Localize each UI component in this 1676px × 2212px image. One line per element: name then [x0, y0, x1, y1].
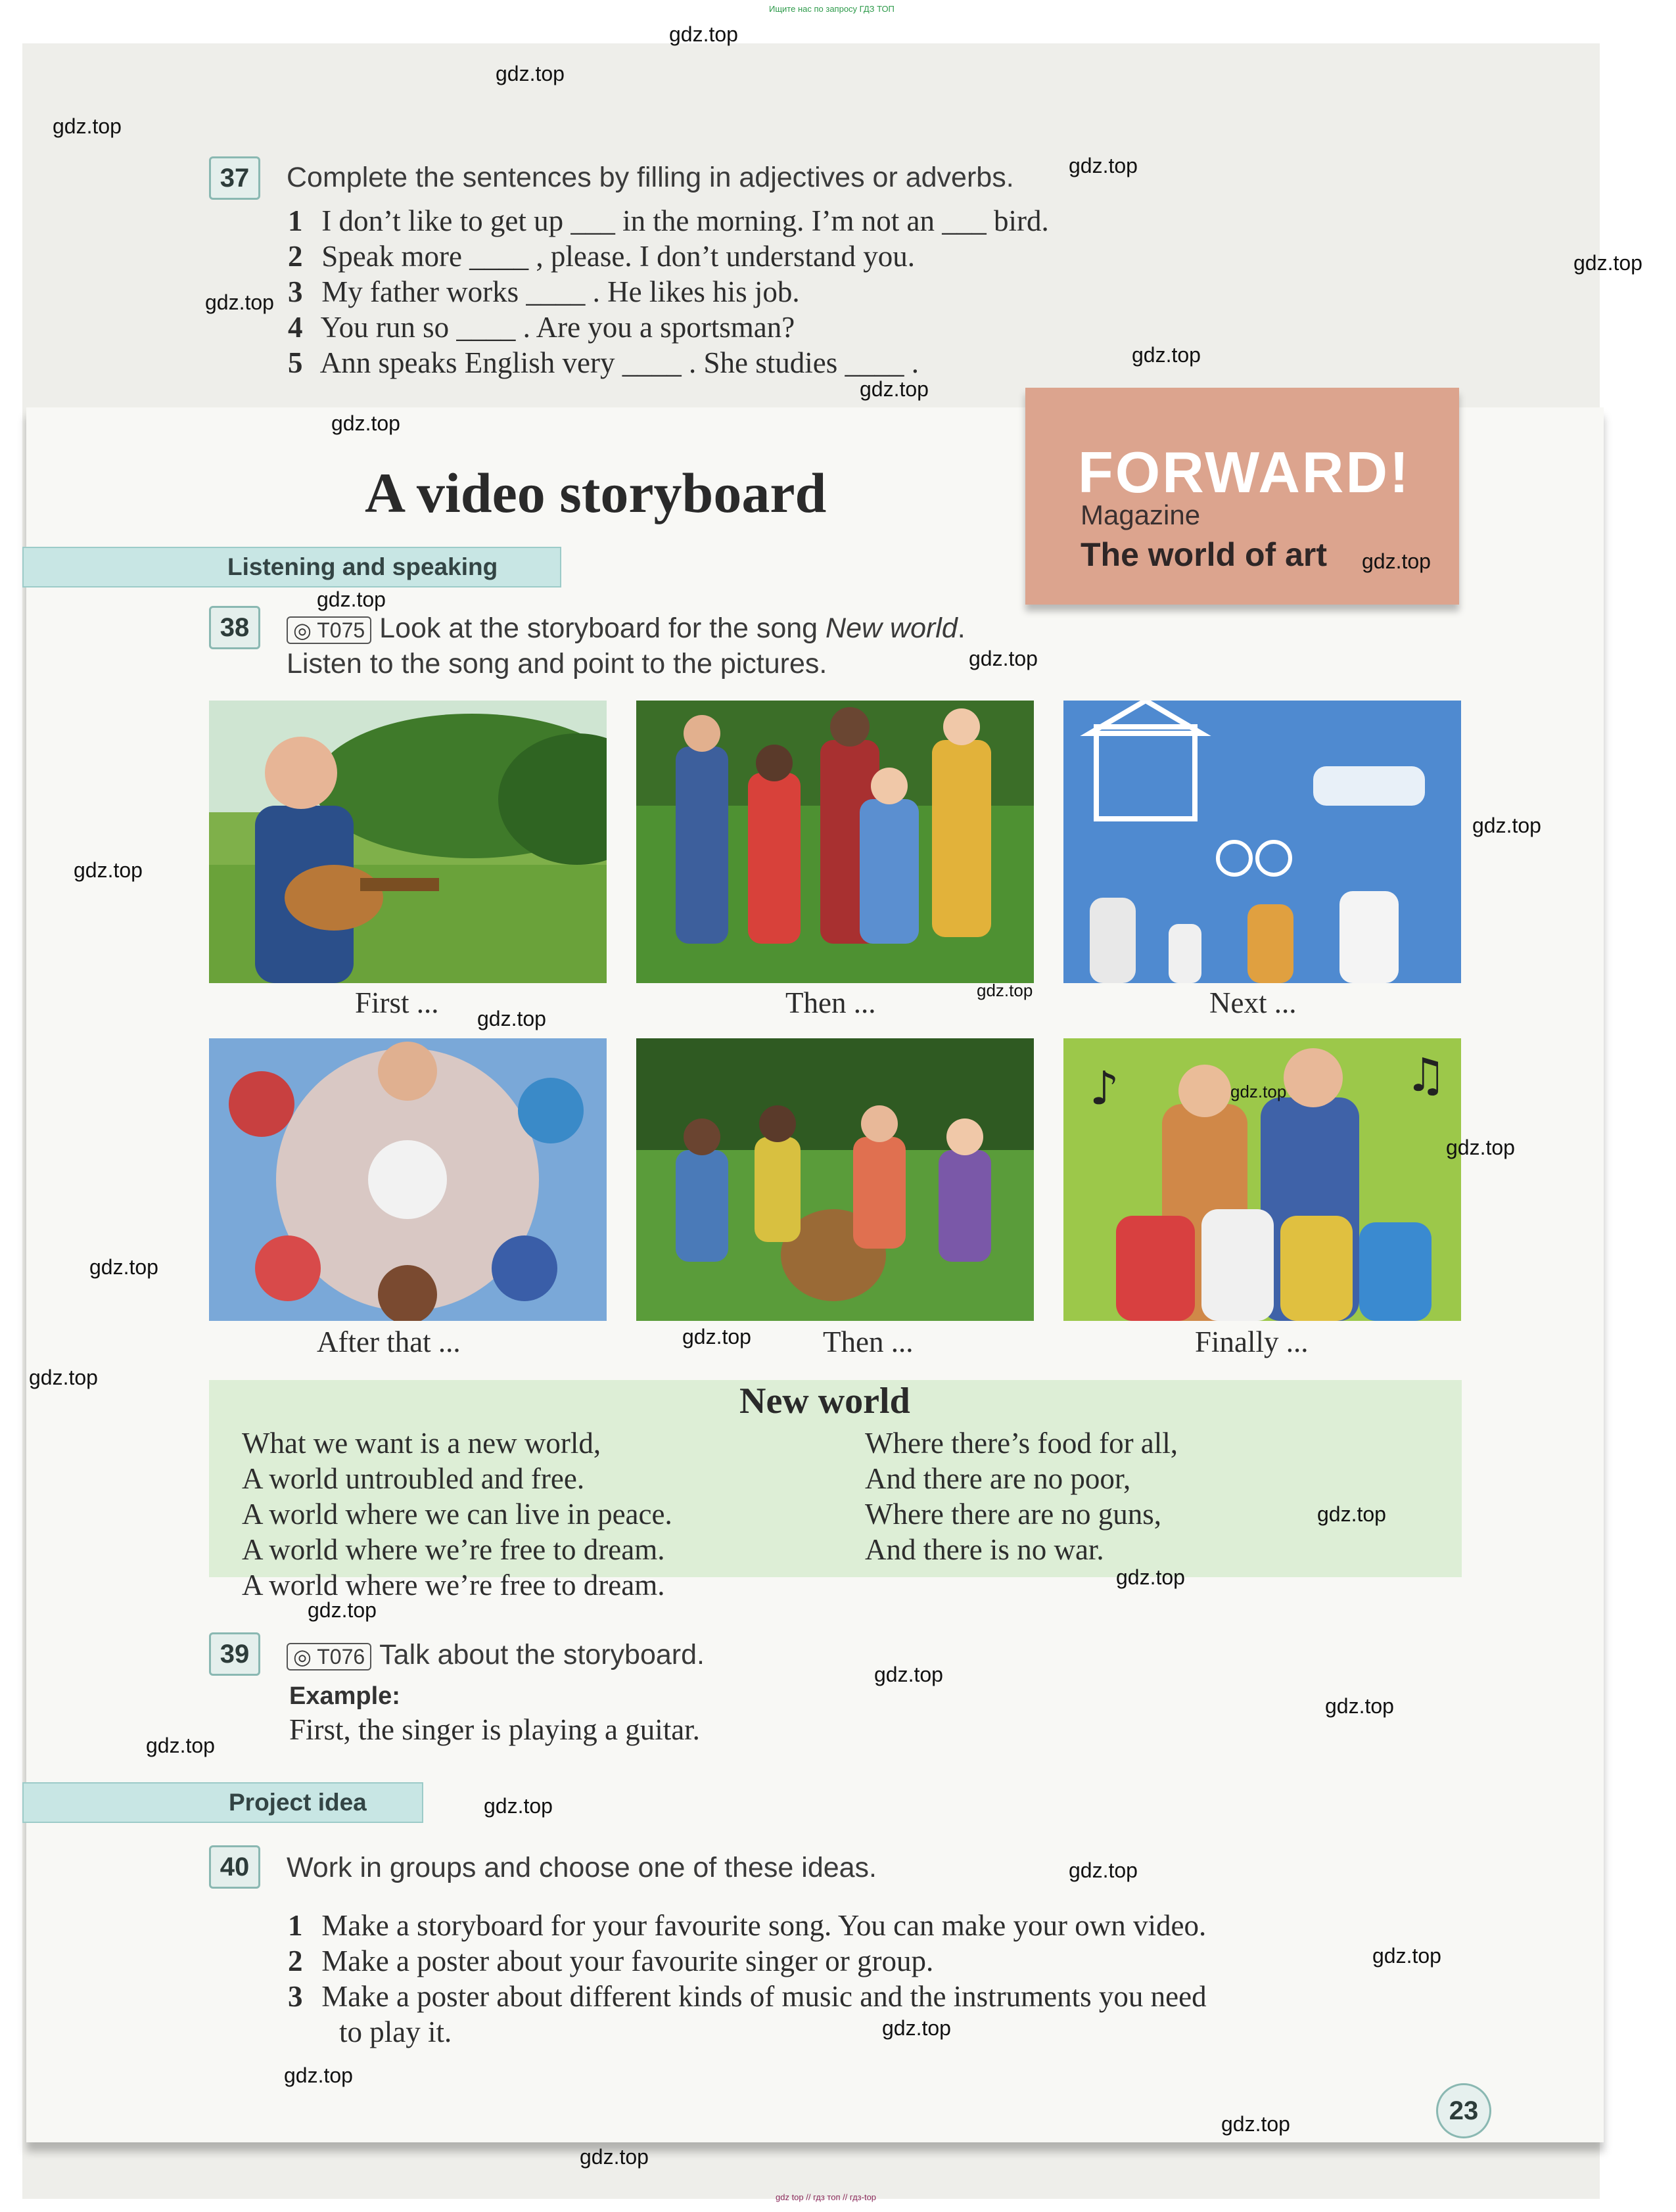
item-text: You run so ____ . Are you a sportsman? [320, 311, 795, 344]
exercise-37-instruction: Complete the sentences by filling in adjectives or adverbs. [287, 162, 1014, 193]
song-left-line-5: A world where we’re free to dream. [242, 1569, 665, 1601]
instruction-text: Talk about the storyboard. [379, 1639, 705, 1671]
watermark: gdz.top [977, 980, 1033, 1000]
ex40-item-3-continued: to play it. [339, 2016, 452, 2048]
song-left-line-3: A world where we can live in peace. [242, 1498, 672, 1531]
watermark: gdz.top [89, 1255, 158, 1279]
listening-speaking-ribbon: Listening and speaking [22, 547, 561, 588]
watermark: gdz.top [874, 1663, 943, 1686]
watermark: gdz.top [496, 62, 565, 85]
watermark: gdz.top [331, 411, 400, 435]
item-text: Make a storyboard for your favourite song. You can make your own video. [321, 1909, 1207, 1942]
watermark: gdz.top [1446, 1136, 1515, 1159]
watermark: gdz.top [1573, 251, 1642, 275]
watermark: gdz.top [669, 22, 738, 46]
line1-end: . [957, 612, 966, 644]
watermark: gdz.top [308, 1598, 377, 1622]
exercise-37-number: 37 [209, 156, 260, 200]
picture-singing-family [1063, 1038, 1461, 1321]
picture-dreams-sky [1063, 701, 1461, 983]
watermark: gdz.top [74, 858, 143, 882]
watermark: gdz.top [1116, 1565, 1185, 1589]
ex37-item-4 [288, 310, 795, 344]
watermark: gdz.top [882, 2016, 951, 2040]
forward-section: The world of art [1081, 536, 1327, 573]
caption-next: Next ... [1209, 986, 1297, 1019]
ex40-item-1 [288, 1908, 1206, 1943]
watermark: gdz.top [29, 1366, 98, 1389]
item-text: Make a poster about your favourite singer or group. [321, 1945, 934, 1977]
item-number: 5 [288, 346, 303, 379]
item-text: Ann speaks English very ____ . She studies ____ . [319, 346, 919, 379]
caption-then-1: Then ... [785, 986, 876, 1019]
caption-first: First ... [355, 986, 439, 1019]
exercise-40-instruction: Work in groups and choose one of these ideas. [287, 1852, 877, 1883]
watermark: gdz.top [1372, 1944, 1441, 1968]
picture-picnic [636, 1038, 1034, 1321]
watermark: gdz.top [682, 1325, 751, 1348]
exercise-39-instruction [287, 1639, 705, 1671]
exercise-38-line1 [287, 612, 966, 645]
watermark: gdz.top [1221, 2112, 1290, 2136]
watermark: gdz.top [1472, 814, 1541, 837]
ex37-item-5 [288, 346, 919, 380]
watermark: gdz.top [1069, 1858, 1138, 1882]
song-left-line-2: A world untroubled and free. [242, 1462, 585, 1495]
watermark: gdz.top [860, 377, 929, 401]
ex37-item-2 [288, 239, 915, 273]
watermark: gdz.top [1132, 343, 1201, 367]
watermark: gdz.top [477, 1007, 546, 1030]
watermark: gdz.top [317, 588, 386, 611]
exercise-39-number: 39 [209, 1632, 260, 1676]
watermark: gdz.top [205, 290, 274, 314]
picture-hands-together [209, 1038, 607, 1321]
item-number: 2 [288, 1945, 303, 1977]
picture-singer-guitar [209, 701, 607, 983]
song-right-line-2: And there are no poor, [865, 1462, 1131, 1495]
ex37-item-1 [288, 204, 1049, 238]
line1-text: Look at the storyboard for the song [379, 612, 826, 644]
top-note: Ищите нас по запросу ГДЗ ТОП [769, 4, 895, 14]
project-idea-ribbon: Project idea [22, 1782, 423, 1823]
example-label: Example: [289, 1682, 400, 1710]
item-number: 4 [288, 311, 303, 344]
watermark: gdz.top [284, 2063, 353, 2087]
ex37-item-3 [288, 275, 800, 309]
page-title: A video storyboard [365, 461, 827, 524]
item-number: 2 [288, 240, 303, 273]
watermark: gdz.top [53, 114, 122, 138]
watermark: gdz.top [1230, 1082, 1287, 1101]
audio-track-badge[interactable]: ◎ T075 [287, 616, 371, 644]
svg-text:♪: ♪ [1090, 1061, 1119, 1115]
watermark: gdz.top [580, 2145, 649, 2169]
caption-then-2: Then ... [823, 1325, 914, 1358]
caption-finally: Finally ... [1195, 1325, 1309, 1358]
bottom-note: gdz top // гдз топ // гдз-top [776, 2192, 877, 2202]
item-text: Speak more ____ , please. I don’t understand you. [321, 240, 915, 273]
exercise-38-number: 38 [209, 606, 260, 649]
watermark: gdz.top [1069, 154, 1138, 177]
picture-people-walking [636, 701, 1034, 983]
example-text: First, the singer is playing a guitar. [289, 1713, 700, 1746]
exercise-40-number: 40 [209, 1845, 260, 1889]
ex40-item-3 [288, 1979, 1207, 2014]
song-name: New world [826, 612, 958, 644]
watermark: gdz.top [146, 1734, 215, 1757]
watermark: gdz.top [1325, 1694, 1394, 1718]
watermark: gdz.top [969, 647, 1038, 670]
item-text: I don’t like to get up ___ in the morning. I’m not an ___ bird. [321, 204, 1049, 237]
item-number: 1 [288, 204, 303, 237]
song-right-line-4: And there is no war. [865, 1533, 1104, 1566]
item-number: 3 [288, 1980, 303, 2013]
song-right-line-1: Where there’s food for all, [865, 1427, 1178, 1460]
page-number: 23 [1436, 2083, 1491, 2138]
song-left-line-4: A world where we’re free to dream. [242, 1533, 665, 1566]
svg-text:♫: ♫ [1405, 1048, 1447, 1102]
item-text: My father works ____ . He likes his job. [321, 275, 800, 308]
watermark: gdz.top [1317, 1502, 1386, 1526]
forward-title: FORWARD! [1078, 440, 1411, 505]
item-number: 3 [288, 275, 303, 308]
audio-track-badge[interactable]: ◎ T076 [287, 1643, 371, 1671]
forward-magazine-label: Magazine [1081, 499, 1201, 530]
caption-after-that: After that ... [317, 1325, 461, 1358]
track-label: T076 [317, 1644, 365, 1669]
song-left-line-1: What we want is a new world, [242, 1427, 601, 1460]
exercise-38-line2: Listen to the song and point to the pictures. [287, 648, 827, 680]
watermark: gdz.top [484, 1794, 553, 1818]
watermark: gdz.top [1362, 549, 1431, 573]
song-right-line-3: Where there are no guns, [865, 1498, 1162, 1531]
song-title: New world [739, 1381, 910, 1421]
track-label: T075 [317, 618, 365, 642]
item-number: 1 [288, 1909, 303, 1942]
item-text: Make a poster about different kinds of music and the instruments you need [321, 1980, 1207, 2013]
ex40-item-2 [288, 1944, 933, 1978]
